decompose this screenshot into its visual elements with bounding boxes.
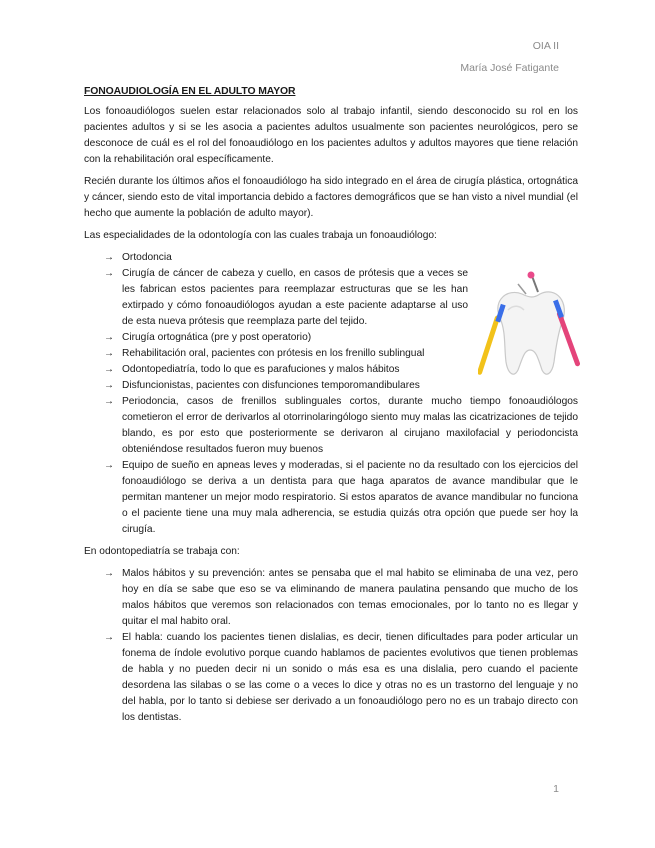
page-number: 1 <box>553 783 559 795</box>
arrow-icon: → <box>104 396 114 407</box>
header-course: OIA II <box>532 40 559 52</box>
paragraph: Las especialidades de la odontología con las cuales trabaja un fonoaudiólogo: <box>84 230 437 241</box>
list-item-text: Malos hábitos y su prevención: antes se pensaba que el mal habito se eliminaba de una vez, pero hoy en día se sabe que eso se va eliminando de manera paulatina pensando que mucho de los malos hábitos que veremos son relacionados con temas emocionales, por lo tanto no es llegar y quitar el mal habito oral. <box>122 568 578 627</box>
list-item <box>104 394 578 458</box>
list-item-text: Rehabilitación oral, pacientes con prótesis en los frenillo sublingual <box>122 348 425 359</box>
list-item-text: El habla: cuando los pacientes tienen dislalias, es decir, tienen dificultades para poder articular un fonema de índole evolutivo porque cuando hablamos de pacientes evolutivos que tienen problemas de habla y no pueden decir ni un sonido o más esa es una dislalia, pero cuando el paciente desordena las silabas o se las come o a veces lo dice y otras no es un trastorno del lenguaje y no del habla, por lo tanto si debiese ser derivado a un fonoaudiólogo pero no es un trabajo directo con los dentistas. <box>122 632 578 723</box>
arrow-icon: → <box>104 460 114 471</box>
paragraph: Recién durante los últimos años el fonoaudiólogo ha sido integrado en el área de cirugía plástica, ortognática y cáncer, siendo esto de vital importancia debido a factores demográficos que se han visto a nivel mundial (el hecho que aumente la población de adulto mayor). <box>84 176 578 219</box>
list-item-text: Ortodoncia <box>122 252 172 263</box>
odontopediatria-list <box>84 566 578 726</box>
list-item-text: Disfuncionistas, pacientes con disfunciones temporomandibulares <box>122 380 420 391</box>
arrow-icon: → <box>104 252 114 263</box>
list-item <box>104 458 578 538</box>
arrow-icon: → <box>104 632 114 643</box>
arrow-icon: → <box>104 380 114 391</box>
arrow-icon: → <box>104 332 114 343</box>
document-body <box>84 84 578 732</box>
paragraph: Los fonoaudiólogos suelen estar relacionados solo al trabajo infantil, siendo desconocido su rol en los pacientes adultos y si se les asocia a pacientes adultos usualmente son pacientes neurológicos, pero se desconoce de cuál es el rol del fonoaudiólogo en los pacientes adultos y adultos mayores que tiene relación con la rehabilitación oral específicamente. <box>84 106 578 165</box>
page-title: FONOAUDIOLOGÍA EN EL ADULTO MAYOR <box>84 86 296 97</box>
toothbrush-yellow-icon <box>478 315 500 376</box>
arrow-icon: → <box>104 348 114 359</box>
list-item-text: Equipo de sueño en apneas leves y moderadas, si el paciente no da resultado con los ejercicios del fonoaudiólogo se deriva a un dentista para que haga aparatos de avance mandibular que le permitan mantener un mejor modo respiratorio. Si estos aparatos de avance mandibular no funciona o el paciente tiene una muy mala adherencia, se estudia quizás otra opción que puede ser hoy la cirugía. <box>122 460 578 535</box>
header-author: María José Fatigante <box>460 62 559 74</box>
list-item-text: Periodoncia, casos de frenillos sublinguales cortos, durante mucho tiempo fonoaudiólogos cometieron el error de derivarlos al otorrinolaringólogo siento muy malas las cicatrizaciones de tejido blando, es por esto que posteriormente se derivaron al cirujano maxilofacial y periodoncista obteniéndose resultados fueron muy buenos <box>122 396 578 455</box>
list-item-text: Cirugía ortognática (pre y post operatorio) <box>122 332 312 343</box>
list-item-text: Cirugía de cáncer de cabeza y cuello, en casos de prótesis que a veces se les fabrican estos pacientes para reemplazar estructuras que se les han extirpado y cómo fonoaudiólogos ayudan a este paciente adaptarse al uso de esta nueva prótesis que reemplaza parte del tejido. <box>122 268 468 327</box>
arrow-icon: → <box>104 568 114 579</box>
arrow-icon: → <box>104 268 114 279</box>
toothbrush-pink-icon <box>556 311 580 367</box>
tooth-brushing-illustration <box>478 270 580 384</box>
list-item-text: Odontopediatría, todo lo que es parafuciones y malos hábitos <box>122 364 400 375</box>
paragraph: En odontopediatría se trabaja con: <box>84 546 240 557</box>
list-item <box>104 250 468 266</box>
list-item <box>104 630 578 726</box>
list-item <box>104 266 468 330</box>
arrow-icon: → <box>104 364 114 375</box>
list-item <box>104 566 578 630</box>
